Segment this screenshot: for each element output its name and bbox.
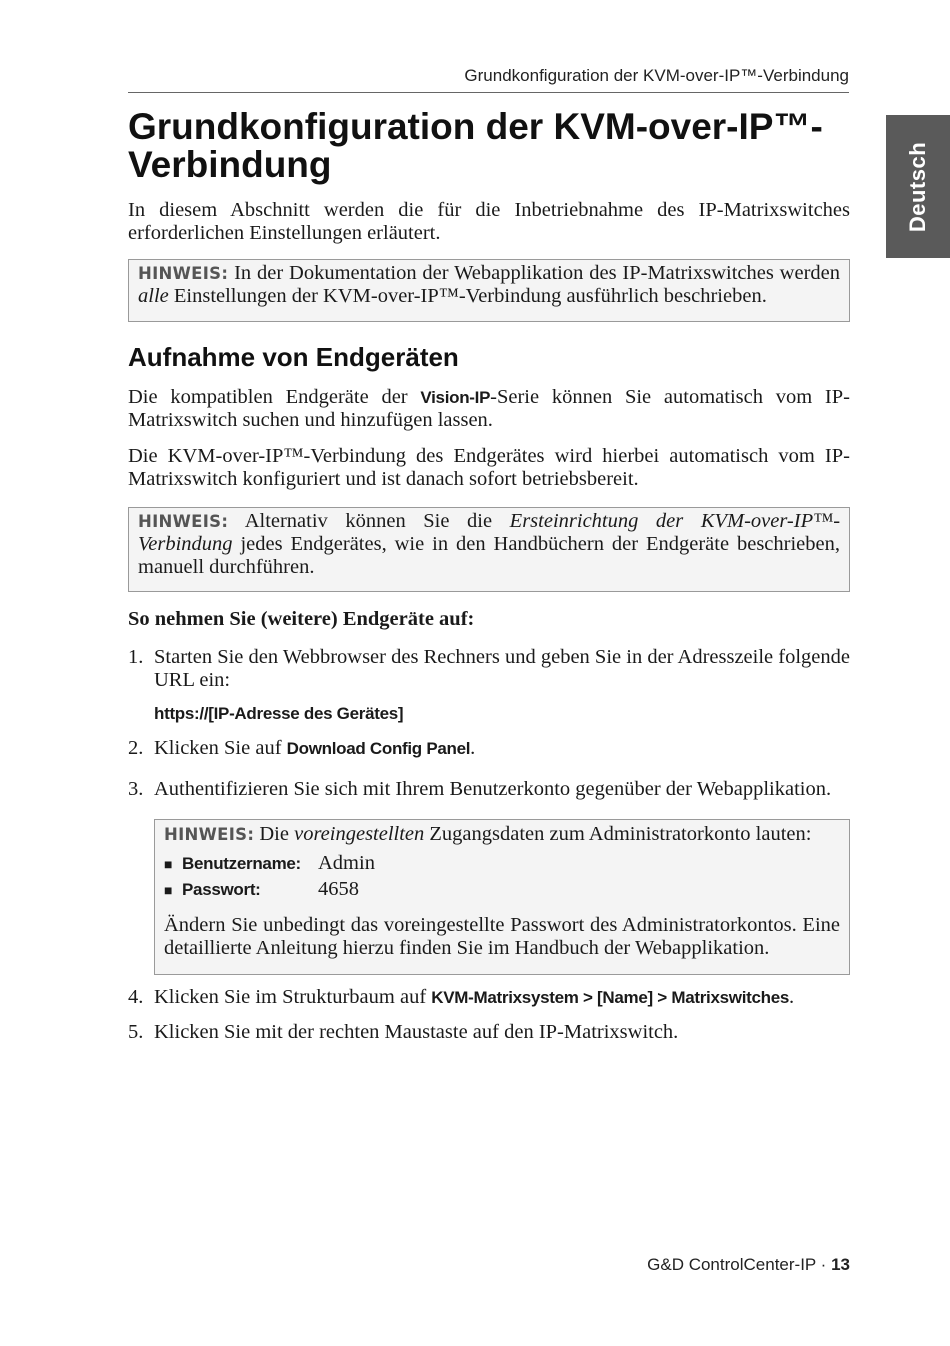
- page-footer: [647, 1255, 850, 1275]
- credential-row: [164, 852, 840, 878]
- step-number: 5.: [128, 1021, 144, 1043]
- note-intro: [164, 823, 840, 846]
- note-text: Einstellungen der KVM-over-IP™-Verbindung ausführlich beschrieben.: [173, 285, 767, 307]
- note-emphasis: Ersteinrichtung der KVM-over-IP™-Verbindung: [138, 510, 841, 555]
- step-4-text: [154, 986, 850, 1009]
- ui-path: KVM-Matrixsystem > [Name] > Matrixswitches: [431, 988, 790, 1007]
- note-emphasis: alle: [138, 285, 169, 307]
- step-text: .: [789, 986, 795, 1008]
- step-number: 2.: [128, 737, 144, 759]
- url-text: https://[IP-Adresse des Gerätes]: [154, 704, 404, 723]
- step-2-text: [154, 737, 850, 760]
- page-number: 13: [831, 1255, 850, 1274]
- credential-key: Benutzername:: [182, 854, 301, 873]
- note-text: Zugangsdaten zum Administratorkonto lauten:: [429, 823, 812, 845]
- product-name: Vision-IP: [420, 388, 491, 407]
- note-emphasis: voreingestellten: [294, 823, 425, 845]
- footer-product: G&D ControlCenter-IP ·: [647, 1255, 827, 1274]
- bullet-icon: ■: [164, 884, 173, 899]
- step-number: 1.: [128, 646, 144, 668]
- howto-heading: So nehmen Sie (weitere) Endgeräte auf:: [128, 608, 475, 630]
- paragraph-auto-config: Die KVM-over-IP™-Verbindung des Endgerätes wird hierbei automatisch vom IP-Matrixswitch konfiguriert und ist danach sofort betriebsbereit.: [128, 445, 850, 490]
- note-text: In der Dokumentation der Webapplikation des IP-Matrixswitches werden: [234, 262, 841, 284]
- page-title: Grundkonfiguration der KVM-over-IP™-Verbindung: [128, 106, 823, 185]
- paragraph-text: -Serie können Sie automatisch vom IP-Matrixswitch suchen und hinzufügen lassen.: [128, 386, 850, 431]
- language-tab: [886, 115, 950, 258]
- paragraph-text: Die kompatiblen Endgeräte der: [128, 386, 408, 408]
- note-box-3: [154, 819, 850, 975]
- intro-paragraph: In diesem Abschnitt werden die für die Inbetriebnahme des IP-Matrixswitches erforderlichen Einstellungen erläutert.: [128, 199, 850, 244]
- step-text: Klicken Sie im Strukturbaum auf: [154, 986, 427, 1008]
- step-1-text: Starten Sie den Webbrowser des Rechners und geben Sie in der Adresszeile folgende URL ein:: [154, 646, 850, 691]
- note-text: Die: [259, 823, 289, 845]
- note-label: HINWEIS:: [138, 264, 229, 283]
- credential-value: 4658: [318, 878, 359, 900]
- note-box-2: [128, 507, 850, 592]
- paragraph-compatible-devices: [128, 386, 850, 432]
- note-text: jedes Endgerätes, wie in den Handbüchern der Endgeräte beschrieben, manuell durchführen.: [138, 533, 840, 578]
- credential-value: Admin: [318, 852, 375, 874]
- bullet-icon: ■: [164, 858, 173, 873]
- language-tab-label: Deutsch: [905, 141, 931, 232]
- note-text: Alternativ können Sie die: [244, 510, 493, 532]
- step-number: 4.: [128, 986, 144, 1008]
- ui-element-name: Download Config Panel: [286, 739, 471, 758]
- running-header: Grundkonfiguration der KVM-over-IP™-Verbindung: [128, 66, 849, 93]
- credential-key: Passwort:: [182, 880, 261, 899]
- section-title: Aufnahme von Endgeräten: [128, 342, 459, 372]
- step-text: Klicken Sie auf: [154, 737, 282, 759]
- step-5-text: Klicken Sie mit der rechten Maustaste auf den IP-Matrixswitch.: [154, 1021, 679, 1043]
- credential-row: [164, 878, 840, 904]
- step-text: .: [470, 737, 476, 759]
- note-advice: Ändern Sie unbedingt das voreingestellte Passwort des Administratorkontos. Eine detaillierte Anleitung hierzu finden Sie im Handbuch der Webapplikation.: [164, 914, 840, 959]
- note-box-1: [128, 259, 850, 322]
- note-label: HINWEIS:: [138, 512, 229, 531]
- step-number: 3.: [128, 778, 144, 800]
- note-label: HINWEIS:: [164, 825, 255, 844]
- step-3-text: Authentifizieren Sie sich mit Ihrem Benutzerkonto gegenüber der Webapplikation.: [154, 778, 832, 800]
